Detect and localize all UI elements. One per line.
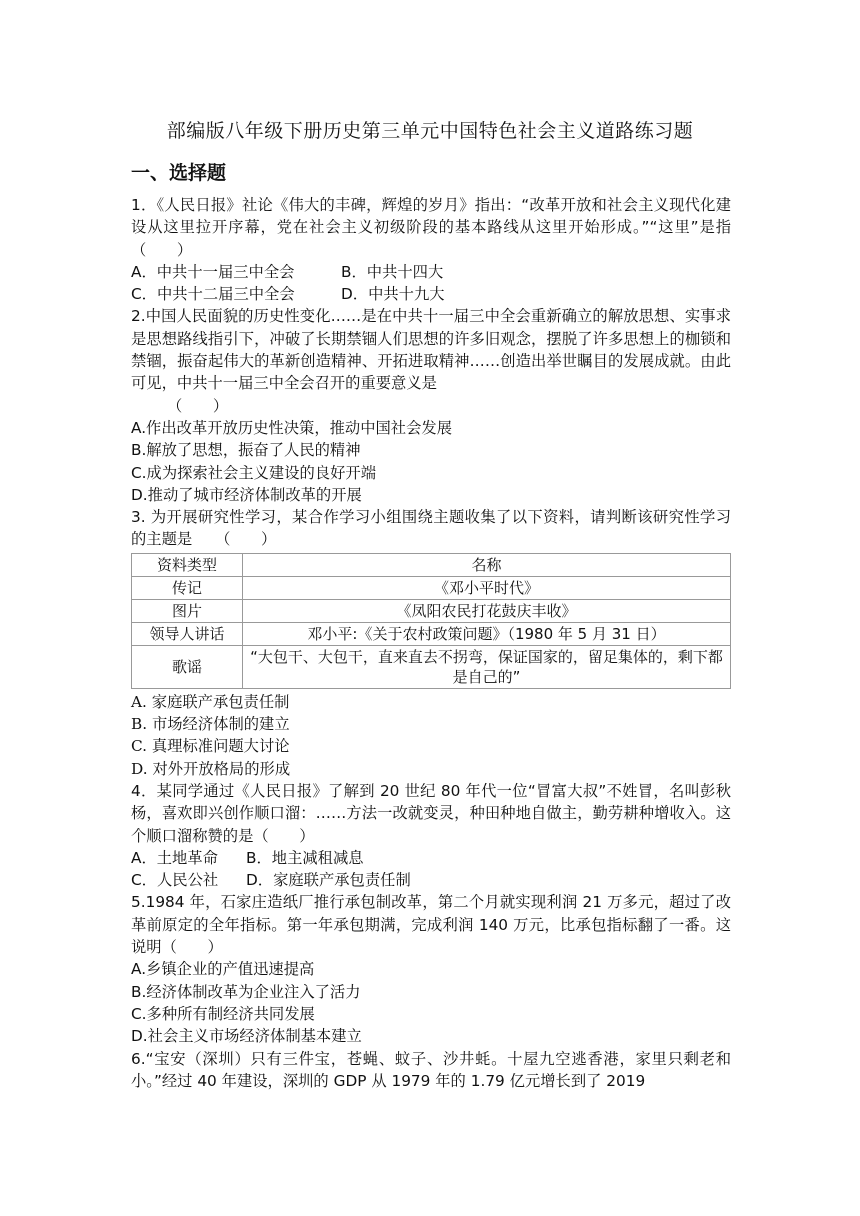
- question-1-option-b: B．中共十四大: [341, 262, 444, 281]
- table-cell-name: 《凤阳农民打花鼓庆丰收》: [243, 599, 731, 622]
- question-1-options-row-1: [131, 261, 731, 283]
- question-3-option-c: C. 真理标准问题大讨论: [131, 737, 290, 756]
- table-header-name: 名称: [243, 553, 731, 576]
- question-2-blank: （ ）: [167, 396, 229, 415]
- table-cell-name: “大包干、大包干，直来直去不拐弯，保证国家的，留足集体的，剩下都是自己的”: [243, 645, 731, 688]
- question-4-option-b: B．地主减租减息: [246, 848, 364, 867]
- table-cell-type: 领导人讲话: [132, 622, 243, 645]
- question-list: [131, 194, 731, 1092]
- table-cell-name: 《邓小平时代》: [243, 576, 731, 599]
- question-2-option-b: B.解放了思想，振奋了人民的精神: [131, 441, 361, 460]
- question-2-option-a: A.作出改革开放历史性决策，推动中国社会发展: [131, 418, 452, 437]
- table-row: [132, 576, 731, 599]
- question-5-option-b: B.经济体制改革为企业注入了活力: [131, 982, 361, 1001]
- table-cell-type: 图片: [132, 599, 243, 622]
- question-4-option-d: D．家庭联产承包责任制: [246, 871, 411, 890]
- question-1-option-c: C．中共十二届三中全会: [131, 285, 295, 304]
- question-4-options-row-2: [131, 869, 731, 891]
- question-3-option-b: B. 市场经济体制的建立: [131, 715, 290, 734]
- question-5-option-c: C.多种所有制经济共同发展: [131, 1004, 315, 1023]
- question-5-option-a: A.乡镇企业的产值迅速提高: [131, 960, 315, 979]
- question-1-options-row-2: [131, 283, 731, 305]
- question-6-stem: 6.“宝安（深圳）只有三件宝，苍蝇、蚊子、沙井蚝。十屋九空逃香港，家里只剩老和小。”经过 40 年建设，深圳的 GDP 从 1979 年的 1.79 亿元增长到了 2019: [131, 1049, 731, 1090]
- table-row: [132, 599, 731, 622]
- question-4-stem: 4．某同学通过《人民日报》了解到 20 世纪 80 年代一位“冒富大叔”不姓冒，名叫彭秋杨，喜欢即兴创作顺口溜：……方法一改就变灵，种田种地自做主，勤劳耕种增收入。这个顺口溜称赞的是（ ）: [131, 781, 731, 845]
- question-3-option-a: A. 家庭联产承包责任制: [131, 692, 290, 711]
- question-1-option-a: A．中共十一届三中全会: [131, 262, 295, 281]
- table-cell-type: 传记: [132, 576, 243, 599]
- table-header-type: 资料类型: [132, 553, 243, 576]
- question-2-stem: 2.中国人民面貌的历史性变化……是在中共十一届三中全会重新确立的解放思想、实事求是思想路线指引下，冲破了长期禁锢人们思想的许多旧观念，摆脱了许多思想上的枷锁和禁锢，振奋起伟大的革新创造精神、开拓进取精神……创造出举世瞩目的发展成就。由此可见，中共十一届三中全会召开的重要意义是: [131, 307, 731, 393]
- table-cell-name: 邓小平:《关于农村政策问题》（1980 年 5 月 31 日）: [243, 622, 731, 645]
- question-1-stem: 1．《人民日报》社论《伟大的丰碑，辉煌的岁月》指出：“改革开放和社会主义现代化建设从这里拉开序幕，党在社会主义初级阶段的基本路线从这里开始形成。”“这里”是指（ ）: [131, 196, 731, 259]
- document-title: 部编版八年级下册历史第三单元中国特色社会主义道路练习题: [166, 120, 694, 142]
- question-4-options-row-1: [131, 847, 731, 869]
- question-2-option-d: D.推动了城市经济体制改革的开展: [131, 485, 362, 504]
- question-3-stem: 3. 为开展研究性学习，某合作学习小组围绕主题收集了以下资料，请判断该研究性学习的主题是 （ ）: [131, 508, 731, 549]
- question-4-option-a: A．土地革命: [131, 848, 218, 867]
- question-5-option-d: D.社会主义市场经济体制基本建立: [131, 1027, 362, 1046]
- question-3-option-d: D. 对外开放格局的形成: [131, 759, 291, 778]
- table-row: [132, 645, 731, 688]
- question-1-option-d: D．中共十九大: [341, 285, 445, 304]
- section-heading: 一、选择题: [131, 162, 227, 184]
- question-4-option-c: C．人民公社: [131, 871, 219, 890]
- question-2-option-c: C.成为探索社会主义建设的良好开端: [131, 463, 376, 482]
- table-row: [132, 622, 731, 645]
- source-table: [131, 553, 731, 689]
- table-header-row: [132, 553, 731, 576]
- question-5-stem: 5.1984 年，石家庄造纸厂推行承包制改革，第二个月就实现利润 21 万多元，超过了改革前原定的全年指标。第一年承包期满，完成利润 140 万元，比承包指标翻了一番。这说明（ ）: [131, 893, 731, 957]
- table-cell-type: 歌谣: [132, 645, 243, 688]
